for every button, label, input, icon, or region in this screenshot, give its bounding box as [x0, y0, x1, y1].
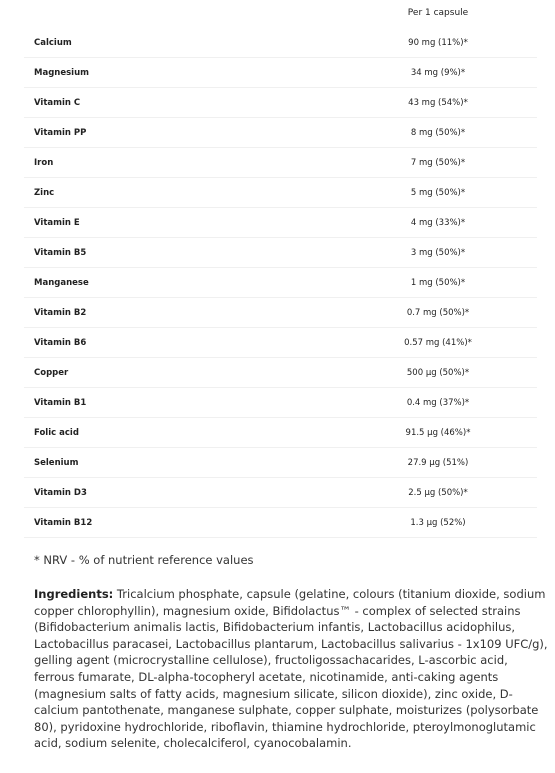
table-row — [24, 208, 537, 238]
nutrient-value: 91.5 µg (46%)* — [405, 428, 471, 438]
nutrient-name: Vitamin D3 — [34, 488, 87, 498]
table-row — [24, 28, 537, 58]
table-row — [24, 508, 537, 538]
nutrition-table — [24, 0, 537, 538]
nutrient-value: 8 mg (50%)* — [410, 128, 466, 138]
ingredients-label: Ingredients: — [34, 587, 114, 601]
nutrient-value: 27.9 µg (51%) — [407, 458, 469, 468]
nutrient-value: 0.7 mg (50%)* — [406, 308, 470, 318]
table-row — [24, 328, 537, 358]
table-row — [24, 478, 537, 508]
nutrient-value: 1.3 µg (52%) — [410, 518, 466, 528]
nutrient-value: 4 mg (33%)* — [410, 218, 466, 228]
nutrient-name: Magnesium — [34, 68, 89, 78]
ingredients-text: Tricalcium phosphate, capsule (gelatine, colours (titanium dioxide, sodium copper chlorophyllin), magnesium oxide, Bifidolactus™ - complex of selected strains (Bifidobacterium animalis lactis, Bifidobacterium infantis, Lactobacillus acidophilus, Lactobacillus paracasei, Lactobacillus plantarum, Lactobacillus salivarius - 1x109 UFC/g), gelling agent (microcrystalline cellulose), fructoligossachacarides, L-ascorbic acid, ferrous fumarate, DL-alpha-tocopheryl acetate, nicotinamide, anti-caking agents (magnesium salts of fatty acids, magnesium silicate, silicon dioxide), zinc oxide, D-calcium pantothenate, manganese sulphate, copper sulphate, moisturizes (polysorbate 80), pyridoxine hydrochloride, riboflavin, thiamine hydrochloride, pteroylmonoglutamic acid, sodium selenite, cholecalciferol, cyanocobalamin. — [34, 587, 548, 751]
table-row — [24, 118, 537, 148]
nutrient-name: Vitamin B1 — [34, 398, 87, 408]
nutrient-name: Vitamin C — [34, 98, 81, 108]
table-row — [24, 58, 537, 88]
nutrient-name: Copper — [34, 368, 69, 378]
nrv-footnote: * NRV - % of nutrient reference values — [34, 553, 254, 567]
nutrient-name: Vitamin E — [34, 218, 80, 228]
nutrient-value: 0.4 mg (37%)* — [406, 398, 470, 408]
nutrient-name: Calcium — [34, 38, 72, 48]
nutrient-name: Vitamin B6 — [34, 338, 87, 348]
nutrient-value: 5 mg (50%)* — [410, 188, 466, 198]
table-body — [24, 28, 537, 538]
table-row — [24, 418, 537, 448]
nutrient-name: Selenium — [34, 458, 79, 468]
column-header-per-capsule: Per 1 capsule — [407, 8, 469, 18]
nutrient-value: 2.5 µg (50%)* — [408, 488, 468, 498]
nutrient-value: 1 mg (50%)* — [410, 278, 466, 288]
nutrient-name: Vitamin B12 — [34, 518, 93, 528]
table-row — [24, 238, 537, 268]
nutrient-value: 500 µg (50%)* — [406, 368, 470, 378]
table-header-row — [24, 0, 537, 28]
nutrient-name: Zinc — [34, 188, 55, 198]
table-row — [24, 268, 537, 298]
table-row — [24, 448, 537, 478]
table-row — [24, 298, 537, 328]
nutrient-value: 43 mg (54%)* — [408, 98, 468, 108]
table-row — [24, 388, 537, 418]
nutrient-value: 7 mg (50%)* — [410, 158, 466, 168]
nutrient-name: Manganese — [34, 278, 89, 288]
table-row — [24, 148, 537, 178]
nutrient-name: Vitamin B2 — [34, 308, 87, 318]
nutrient-value: 34 mg (9%)* — [410, 68, 466, 78]
nutrient-value: 90 mg (11%)* — [408, 38, 468, 48]
table-row — [24, 88, 537, 118]
nutrient-name: Vitamin B5 — [34, 248, 87, 258]
table-row — [24, 178, 537, 208]
nutrient-value: 0.57 mg (41%)* — [404, 338, 472, 348]
ingredients-paragraph — [34, 586, 548, 752]
nutrient-name: Iron — [34, 158, 54, 168]
nutrient-value: 3 mg (50%)* — [410, 248, 466, 258]
nutrient-name: Folic acid — [34, 428, 79, 438]
nutrient-name: Vitamin PP — [34, 128, 87, 138]
table-row — [24, 358, 537, 388]
